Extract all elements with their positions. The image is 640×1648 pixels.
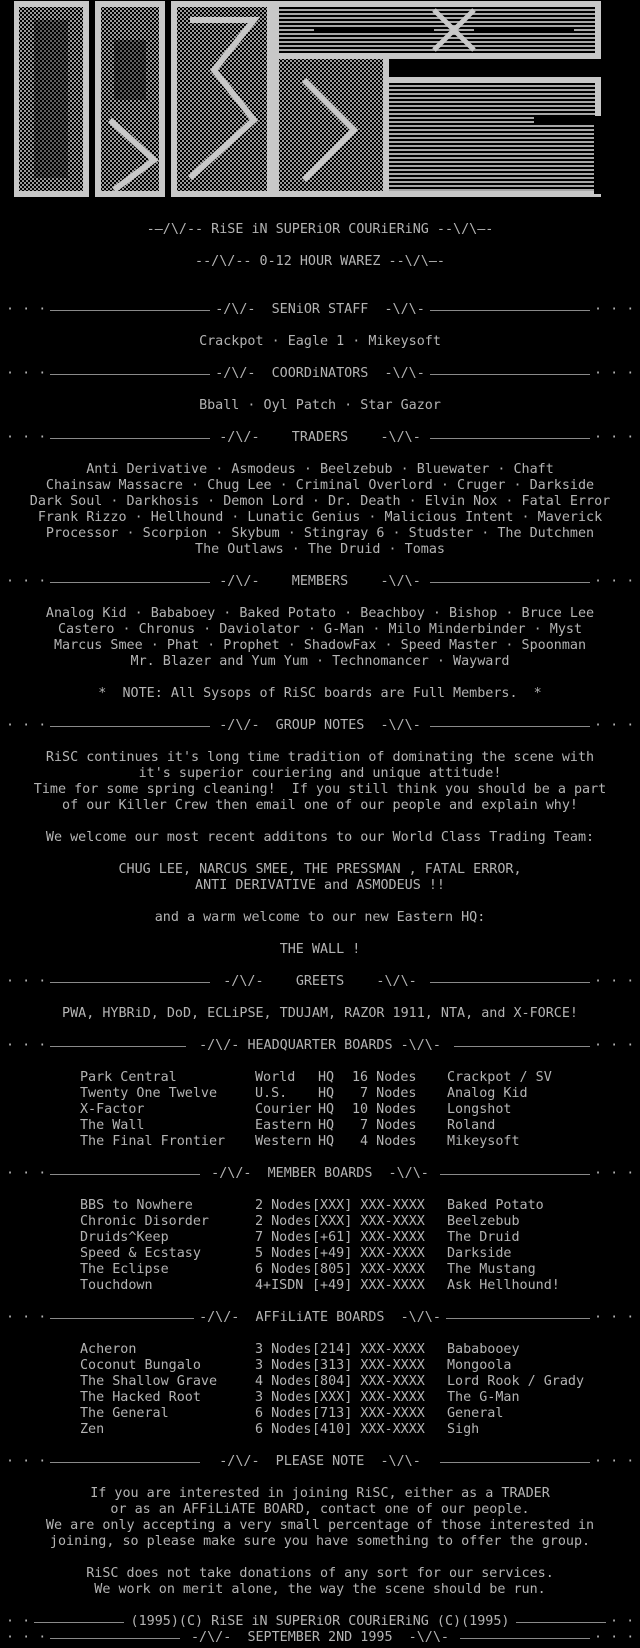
please-note-line: We are only accepting a very small percentage of those interested in <box>45 1518 595 1533</box>
group-notes-line: Time for some spring cleaning! If you still think you should be a part <box>33 782 607 797</box>
hq-board-row-cell: World <box>255 1070 296 1085</box>
member-board-row-cell: Darkside <box>447 1246 512 1261</box>
please-note-line: joining, so please make sure you have something to offer the group. <box>49 1534 591 1549</box>
member-board-row-cell: 5 Nodes <box>255 1246 312 1261</box>
affiliate-board-row-cell: 3 Nodes <box>255 1390 312 1405</box>
traders-line: Processor · Scorpion · Skybum · Stingray 6 · Studster · The Dutchmen <box>45 526 595 541</box>
affiliate-board-row-cell: Coconut Bungalo <box>80 1358 201 1373</box>
affiliate-board-row-cell: Acheron <box>80 1342 137 1357</box>
member-boards-title: MEMBER BOARDS <box>267 1166 373 1181</box>
hq-board-row-cell: Twenty One Twelve <box>80 1086 218 1101</box>
hq-board-row-cell: Eastern <box>255 1118 312 1133</box>
hq-board-row <box>0 1086 640 1102</box>
please-note-title: PLEASE NOTE <box>275 1454 365 1469</box>
traders-line: Chainsaw Massacre · Chug Lee · Criminal Overlord · Cruger · Darkside <box>45 478 595 493</box>
member-board-row-cell: [+49] XXX-XXXX <box>312 1246 425 1261</box>
hq-board-row-cell: Western <box>255 1134 312 1149</box>
footer-copyright: · · (1995)(C) RiSE iN SUPERiOR COURiERiNG (C)(1995) · · <box>6 1614 635 1629</box>
tagline: -—/\/-- RiSE iN SUPERiOR COURiERiNG --\/\—- <box>146 222 494 237</box>
member-board-row-cell: 4+ISDN <box>255 1278 304 1293</box>
section-header-affiliate-boards: · · · -/\/- AFFiLiATE BOARDS -\/\- · · · <box>6 1310 635 1325</box>
member-board-row-cell: Ask Hellhound! <box>447 1278 560 1293</box>
member-board-row <box>0 1262 640 1278</box>
hq-board-row-cell: Crackpot / SV <box>447 1070 552 1085</box>
affiliate-board-row-cell: [713] XXX-XXXX <box>312 1406 425 1421</box>
group-notes-line: RiSC continues it's long time tradition of dominating the scene with <box>45 750 595 765</box>
hq-board-row-cell: 16 Nodes <box>352 1070 417 1085</box>
affiliate-board-row-cell: [804] XXX-XXXX <box>312 1374 425 1389</box>
member-board-row <box>0 1198 640 1214</box>
hq-board-row <box>0 1070 640 1086</box>
affiliate-board-row <box>0 1374 640 1390</box>
group-notes-line: ANTI DERIVATIVE and ASMODEUS !! <box>195 878 445 893</box>
member-board-row-cell: Beelzebub <box>447 1214 520 1229</box>
member-board-row-cell: The Druid <box>447 1230 520 1245</box>
hq-board-row-cell: 4 Nodes <box>352 1134 417 1149</box>
hq-board-row-cell: Courier <box>255 1102 312 1117</box>
affiliate-board-row-cell: [410] XXX-XXXX <box>312 1422 425 1437</box>
member-board-row <box>0 1230 640 1246</box>
affiliate-board-row-cell: The Hacked Root <box>80 1390 201 1405</box>
hq-board-row-cell: 7 Nodes <box>352 1086 417 1101</box>
member-board-row <box>0 1278 640 1294</box>
member-board-row-cell: 2 Nodes <box>255 1198 312 1213</box>
group-notes-title: GROUP NOTES <box>275 718 365 733</box>
members-note: * NOTE: All Sysops of RiSC boards are Full Members. * <box>98 686 542 701</box>
member-board-row-cell: [805] XXX-XXXX <box>312 1262 425 1277</box>
coordinators-title: COORDiNATORS <box>271 366 369 381</box>
traders-line: Frank Rizzo · Hellhound · Lunatic Genius · Malicious Intent · Maverick <box>37 510 603 525</box>
section-header-please-note: · · · -/\/- PLEASE NOTE -\/\- · · · <box>6 1454 635 1469</box>
members-line: Castero · Chronus · Daviolator · G-Man · Milo Minderbinder · Myst <box>57 622 583 637</box>
hq-board-row-cell: HQ <box>318 1070 335 1085</box>
please-note-line: RiSC does not take donations of any sort for our services. <box>86 1566 554 1581</box>
affiliate-board-row <box>0 1406 640 1422</box>
member-board-row-cell: The Eclipse <box>80 1262 169 1277</box>
members-line: Mr. Blazer and Yum Yum · Technomancer · Wayward <box>130 654 510 669</box>
affiliate-board-row-cell: The Shallow Grave <box>80 1374 218 1389</box>
member-board-row-cell: The Mustang <box>447 1262 536 1277</box>
members-line: Marcus Smee · Phat · Prophet · ShadowFax · Speed Master · Spoonman <box>53 638 587 653</box>
please-note-line: If you are interested in joining RiSC, either as a TRADER <box>90 1486 550 1501</box>
group-notes-line: of our Killer Crew then email one of our people and explain why! <box>62 798 578 813</box>
affiliate-board-row-cell: [214] XXX-XXXX <box>312 1342 425 1357</box>
hq-board-row-cell: X-Factor <box>80 1102 145 1117</box>
affiliate-board-row <box>0 1422 640 1438</box>
release-date: SEPTEMBER 2ND 1995 <box>247 1630 393 1645</box>
section-header-traders: · · · -/\/- TRADERS -\/\- · · · <box>6 430 635 445</box>
coordinators-list: Bball · Oyl Patch · Star Gazor <box>199 398 441 413</box>
hq-board-row <box>0 1102 640 1118</box>
section-header-group-notes: · · · -/\/- GROUP NOTES -\/\- · · · <box>6 718 635 733</box>
member-board-row-cell: [XXX] XXX-XXXX <box>312 1214 425 1229</box>
footer-date: · · · -/\/- SEPTEMBER 2ND 1995 -\/\- · · · <box>6 1630 635 1645</box>
hq-board-row-cell: HQ <box>318 1134 335 1149</box>
affiliate-board-row <box>0 1342 640 1358</box>
hq-board-row-cell: 10 Nodes <box>352 1102 417 1117</box>
hq-board-row-cell: Roland <box>447 1118 496 1133</box>
member-board-row-cell: Speed & Ecstasy <box>80 1246 201 1261</box>
affiliate-board-row-cell: 6 Nodes <box>255 1406 312 1421</box>
senior-staff-title: SENiOR STAFF <box>271 302 369 317</box>
section-header-greets: · · · -/\/- GREETS -\/\- · · · <box>6 974 635 989</box>
section-header-members: · · · -/\/- MEMBERS -\/\- · · · <box>6 574 635 589</box>
please-note-line: or as an AFFiLiATE BOARD, contact one of our people. <box>110 1502 530 1517</box>
affiliate-board-row <box>0 1358 640 1374</box>
hq-board-row-cell: The Wall <box>80 1118 145 1133</box>
affiliate-board-row-cell: 3 Nodes <box>255 1342 312 1357</box>
group-notes-line: and a warm welcome to our new Eastern HQ: <box>154 910 486 925</box>
section-header-coordinators: · · · -/\/- COORDiNATORS -\/\- · · · <box>6 366 635 381</box>
group-notes-line: it's superior couriering and unique attitude! <box>138 766 502 781</box>
hq-board-row <box>0 1134 640 1150</box>
risc-logo <box>14 0 626 212</box>
hq-board-row-cell: Park Central <box>80 1070 177 1085</box>
affiliate-board-row-cell: The G-Man <box>447 1390 520 1405</box>
hq-board-row-cell: HQ <box>318 1086 335 1101</box>
traders-title: TRADERS <box>291 430 349 445</box>
hq-boards-title: HEADQUARTER BOARDS <box>247 1038 393 1053</box>
affiliate-board-row <box>0 1390 640 1406</box>
affiliate-board-row-cell: 6 Nodes <box>255 1422 312 1437</box>
member-board-row-cell: 7 Nodes <box>255 1230 312 1245</box>
member-board-row-cell: Druids^Keep <box>80 1230 169 1245</box>
member-board-row-cell: Chronic Disorder <box>80 1214 209 1229</box>
hq-board-row-cell: Analog Kid <box>447 1086 528 1101</box>
affiliate-board-row-cell: The General <box>80 1406 169 1421</box>
greets-title: GREETS <box>295 974 345 989</box>
affiliate-board-row-cell: [XXX] XXX-XXXX <box>312 1390 425 1405</box>
member-board-row-cell: [+49] XXX-XXXX <box>312 1278 425 1293</box>
member-board-row-cell: BBS to Nowhere <box>80 1198 193 1213</box>
hq-board-row-cell: Mikeysoft <box>447 1134 520 1149</box>
hq-board-row-cell: HQ <box>318 1102 335 1117</box>
affiliate-board-row-cell: Bababooey <box>447 1342 520 1357</box>
hq-board-row-cell: 7 Nodes <box>352 1118 417 1133</box>
hq-board-row <box>0 1118 640 1134</box>
hq-board-row-cell: HQ <box>318 1118 335 1133</box>
member-board-row-cell: 6 Nodes <box>255 1262 312 1277</box>
section-header-senior-staff: · · · -/\/- SENiOR STAFF -\/\- · · · <box>6 302 635 317</box>
section-header-hq-boards: · · · -/\/- HEADQUARTER BOARDS -\/\- · · · <box>6 1038 635 1053</box>
affiliate-board-row-cell: Sigh <box>447 1422 480 1437</box>
member-board-row-cell: Touchdown <box>80 1278 153 1293</box>
members-line: Analog Kid · Bababoey · Baked Potato · Beachboy · Bishop · Bruce Lee <box>45 606 595 621</box>
copyright-text: (1995)(C) RiSE iN SUPERiOR COURiERiNG (C)(1995) <box>130 1614 510 1629</box>
affiliate-board-row-cell: [313] XXX-XXXX <box>312 1358 425 1373</box>
member-board-row-cell: 2 Nodes <box>255 1214 312 1229</box>
please-note-line: We work on merit alone, the way the scene should be run. <box>94 1582 546 1597</box>
affiliate-board-row-cell: Mongoola <box>447 1358 512 1373</box>
hq-board-row-cell: U.S. <box>255 1086 288 1101</box>
traders-line: The Outlaws · The Druid · Tomas <box>195 542 445 557</box>
subtag: --/\/-- 0-12 HOUR WAREZ --\/\—- <box>195 254 445 269</box>
senior-staff-list: Crackpot · Eagle 1 · Mikeysoft <box>199 334 441 349</box>
member-board-row-cell: [XXX] XXX-XXXX <box>312 1198 425 1213</box>
hq-board-row-cell: The Final Frontier <box>80 1134 226 1149</box>
affiliate-board-row-cell: Lord Rook / Grady <box>447 1374 585 1389</box>
affiliate-board-row-cell: Zen <box>80 1422 105 1437</box>
member-board-row <box>0 1246 640 1262</box>
affiliate-board-row-cell: 3 Nodes <box>255 1358 312 1373</box>
traders-line: Anti Derivative · Asmodeus · Beelzebub · Bluewater · Chaft <box>86 462 554 477</box>
member-board-row-cell: Baked Potato <box>447 1198 544 1213</box>
member-board-row-cell: [+61] XXX-XXXX <box>312 1230 425 1245</box>
section-header-member-boards: · · · -/\/- MEMBER BOARDS -\/\- · · · <box>6 1166 635 1181</box>
member-board-row <box>0 1214 640 1230</box>
group-notes-line: CHUG LEE, NARCUS SMEE, THE PRESSMAN , FATAL ERROR, <box>118 862 522 877</box>
affiliate-board-row-cell: General <box>447 1406 504 1421</box>
affiliate-board-row-cell: 4 Nodes <box>255 1374 312 1389</box>
members-title: MEMBERS <box>291 574 349 589</box>
greets-line: PWA, HYBRiD, DoD, ECLiPSE, TDUJAM, RAZOR 1911, NTA, and X-FORCE! <box>62 1006 578 1021</box>
group-notes-line: We welcome our most recent additons to our World Class Trading Team: <box>45 830 595 845</box>
affiliate-boards-title: AFFiLiATE BOARDS <box>255 1310 385 1325</box>
traders-line: Dark Soul · Darkhosis · Demon Lord · Dr. Death · Elvin Nox · Fatal Error <box>29 494 611 509</box>
hq-board-row-cell: Longshot <box>447 1102 512 1117</box>
group-notes-line: THE WALL ! <box>279 942 361 957</box>
